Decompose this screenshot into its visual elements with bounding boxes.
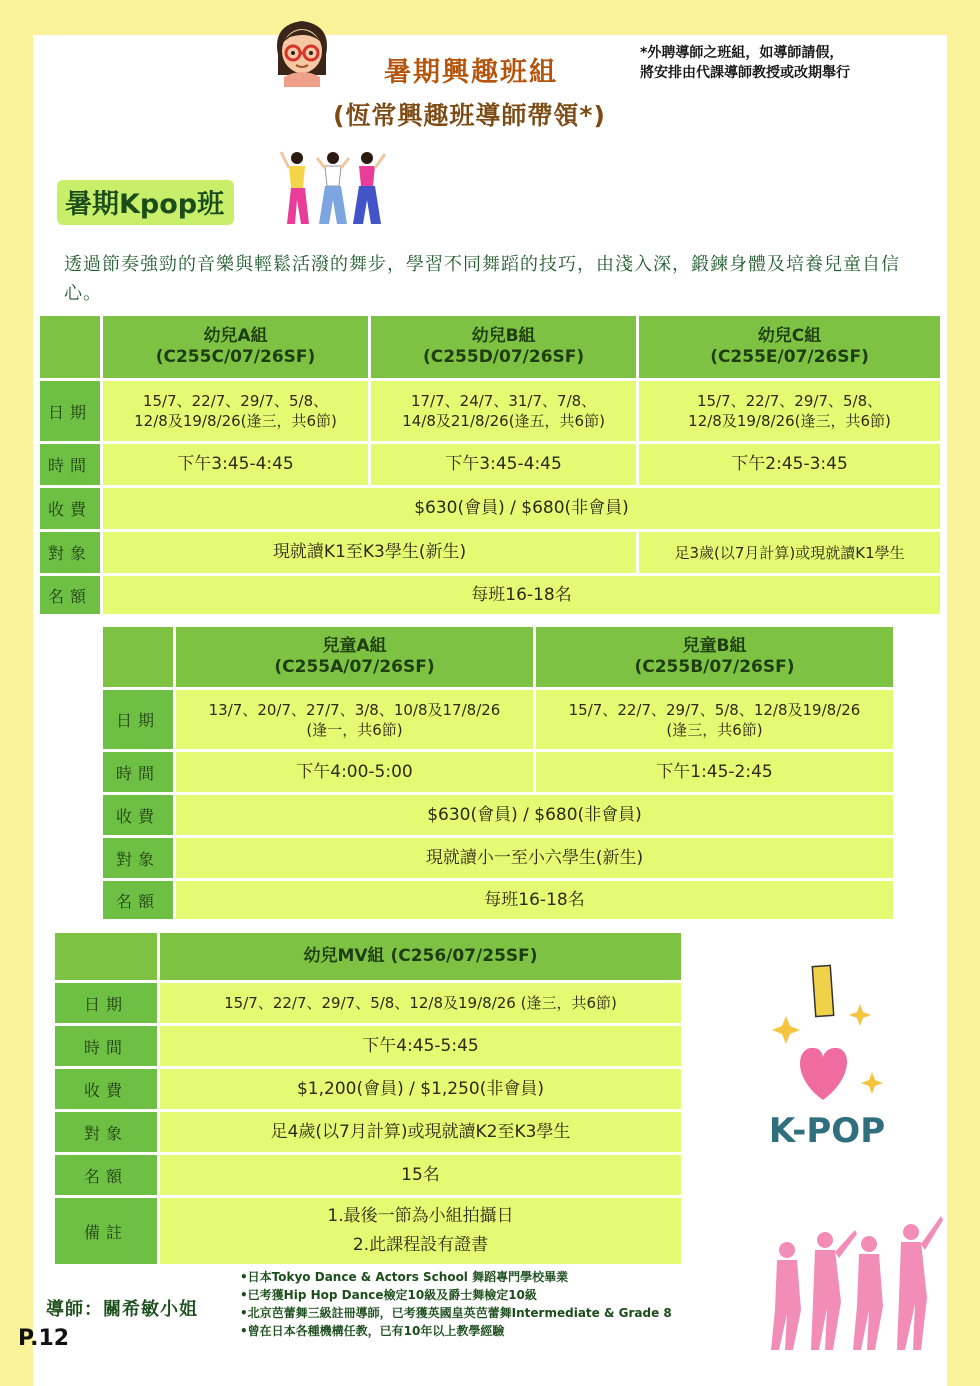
row-label: 名額 [40,576,100,614]
class-quota: 每班16-18名 [103,576,940,614]
target-students: 現就讀K1至K3學生(新生) [103,532,636,573]
substitute-note [640,43,850,83]
page-number: P.12 [18,1326,70,1351]
row-label: 對象 [55,1112,157,1152]
header-subtitle: (恆常興趣班導師帶領*) [333,101,606,130]
group-header: 幼兒C組 (C255E/07/26SF) [639,316,940,378]
note-line: *外聘導師之班組，如導師請假， [640,45,844,61]
group-header: 兒童B組 (C255B/07/26SF) [536,627,893,687]
row-label: 日期 [55,983,157,1023]
dancer-silhouettes-icon [765,1210,945,1350]
course-intro: 透過節奏強勁的音樂與輕鬆活潑的舞步，學習不同舞蹈的技巧，由淺入深，鍛鍊身體及培養兒童自信心。 [64,254,900,304]
mv-group-table [52,930,684,1267]
course-fee: $1,200(會員) / $1,250(非會員) [160,1069,681,1109]
group-header: 幼兒MV組 (C256/07/25SF) [160,933,681,980]
teacher-avatar-icon [270,15,334,87]
table-corner [55,933,157,980]
group-header: 兒童A組 (C255A/07/26SF) [176,627,533,687]
row-label: 收費 [103,795,173,835]
teacher-name: 導師：關希敏小姐 [46,1299,198,1320]
row-label: 日期 [103,690,173,749]
target-students: 足4歲(以7月計算)或現就讀K2至K3學生 [160,1112,681,1152]
row-label: 時間 [40,444,100,485]
dancers-illustration-icon [279,148,387,228]
children-schedule-table [100,624,896,922]
row-label: 對象 [103,838,173,878]
schedule-time: 下午1:45-2:45 [536,752,893,792]
qualification-item: •曾在日本各種機構任教，已有10年以上教學經驗 [240,1324,505,1338]
schedule-dates: 15/7、22/7、29/7、5/8、 12/8及19/8/26(逢三，共6節) [639,381,940,441]
schedule-time: 下午4:00-5:00 [176,752,533,792]
row-label: 對象 [40,532,100,573]
row-label: 收費 [40,488,100,529]
class-quota: 15名 [160,1155,681,1195]
row-label: 備註 [55,1198,157,1264]
target-students: 現就讀小一至小六學生(新生) [176,838,893,878]
schedule-dates: 15/7、22/7、29/7、5/8、 12/8及19/8/26(逢三，共6節) [103,381,368,441]
section-title: 暑期Kpop班 [57,180,234,225]
teacher-qualifications [240,1268,672,1340]
header-title: 暑期興趣班組 [384,57,558,88]
class-quota: 每班16-18名 [176,881,893,919]
schedule-dates: 17/7、24/7、31/7、7/8、 14/8及21/8/26(逢五，共6節) [371,381,636,441]
schedule-dates: 15/7、22/7、29/7、5/8、12/8及19/8/26 (逢三，共6節) [160,983,681,1023]
row-label: 時間 [55,1026,157,1066]
schedule-time: 下午3:45-4:45 [371,444,636,485]
schedule-time: 下午4:45-5:45 [160,1026,681,1066]
remarks: 1.最後一節為小組拍攝日 2.此課程設有證書 [160,1198,681,1264]
group-header: 幼兒A組 (C255C/07/26SF) [103,316,368,378]
qualification-item: •北京芭蕾舞三級註冊導師，已考獲英國皇英芭蕾舞Intermediate & Grade 8 [240,1306,672,1320]
schedule-time: 下午3:45-4:45 [103,444,368,485]
schedule-dates: 13/7、20/7、27/7、3/8、10/8及17/8/26 (逢一，共6節) [176,690,533,749]
schedule-dates: 15/7、22/7、29/7、5/8、12/8及19/8/26 (逢三，共6節) [536,690,893,749]
schedule-time: 下午2:45-3:45 [639,444,940,485]
row-label: 時間 [103,752,173,792]
group-header: 幼兒B組 (C255D/07/26SF) [371,316,636,378]
course-fee: $630(會員) / $680(非會員) [103,488,940,529]
row-label: 名額 [103,881,173,919]
target-students: 足3歲(以7月計算)或現就讀K1學生 [639,532,940,573]
kindergarten-schedule-table [37,313,943,617]
table-corner [40,316,100,378]
course-fee: $630(會員) / $680(非會員) [176,795,893,835]
row-label: 名額 [55,1155,157,1195]
qualification-item: •日本Tokyo Dance & Actors School 舞蹈專門學校畢業 [240,1270,569,1284]
qualification-item: •已考獲Hip Hop Dance檢定10級及爵士舞檢定10級 [240,1288,537,1302]
i-love-kpop-icon [752,960,902,1160]
note-line: 將安排由代課導師教授或改期舉行 [640,65,850,81]
row-label: 日期 [40,381,100,441]
row-label: 收費 [55,1069,157,1109]
kpop-logo-text: K-POP [768,1111,886,1151]
table-corner [103,627,173,687]
